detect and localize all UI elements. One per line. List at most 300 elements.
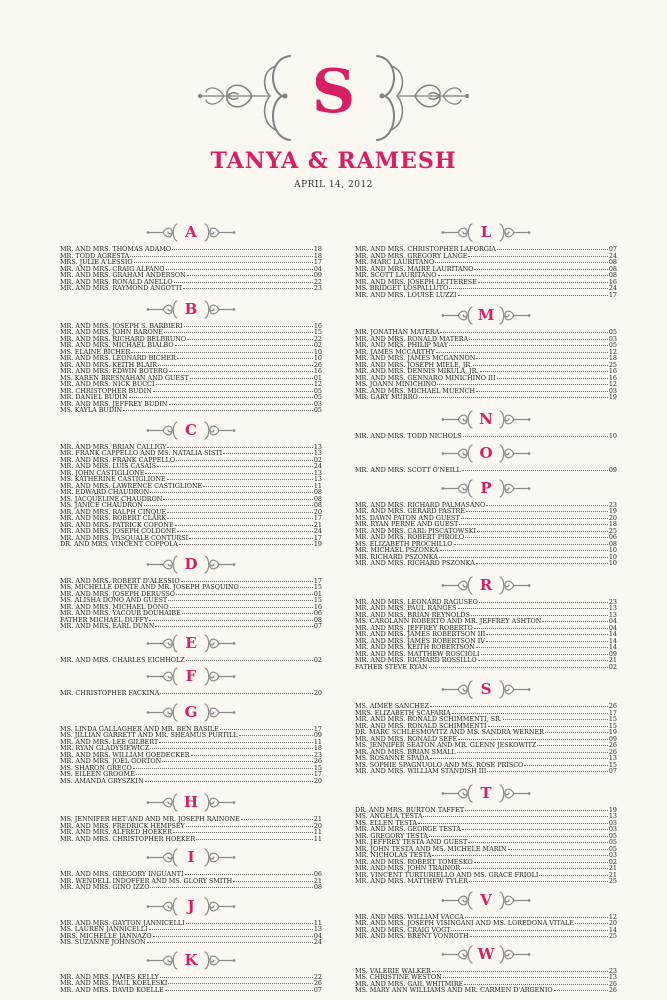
table-number: 02 (608, 662, 617, 671)
section-g (60, 702, 322, 785)
guest-name: MR. MICHAEL PSZONKA (355, 546, 439, 554)
table-number: 23 (608, 500, 617, 509)
guest-name: MR. AND MRS. PAUL KOELESKI (60, 979, 168, 987)
table-number: 22 (313, 334, 322, 343)
guest-name: MR. VINCENT TURTURIELLO AND MS. GRACE FRIOLI (355, 870, 539, 879)
dot-leader (144, 505, 313, 506)
section-header (60, 554, 322, 575)
section-letter: R (479, 575, 493, 594)
section-header (355, 575, 617, 596)
table-number: 05 (608, 341, 617, 349)
dot-leader (168, 983, 312, 984)
dot-leader (190, 378, 313, 379)
guest-name: MR. AND MRS. FRANK CAPPELLO (60, 455, 176, 464)
dot-leader (473, 365, 608, 366)
guest-row (60, 836, 322, 843)
section-header (355, 944, 617, 965)
table-number: 25 (608, 932, 617, 940)
table-number: 26 (608, 747, 617, 756)
guest-row (60, 690, 322, 697)
dot-leader (462, 829, 608, 830)
dot-leader (162, 761, 313, 762)
section-c (60, 420, 322, 548)
table-number: 26 (608, 741, 617, 749)
guest-name: MR. DANIEL BUDIN (60, 393, 128, 401)
guest-name: MR. AND MRS. JOHN BARONE (60, 328, 163, 336)
section-letter: A (185, 223, 197, 241)
dot-leader (432, 855, 608, 856)
guest-name: MS. ALISHA DONO AND GUEST (60, 596, 168, 604)
table-number: 13 (608, 973, 617, 981)
table-number: 16 (313, 321, 322, 330)
table-number: 11 (313, 481, 322, 490)
dot-leader (203, 486, 313, 487)
dot-leader (163, 499, 312, 500)
dot-leader (136, 774, 313, 775)
table-number: 15 (313, 328, 322, 336)
dot-leader (468, 256, 607, 257)
guest-name: MS. CHRISTINE WESTON (355, 973, 442, 981)
guest-name: MRS. MICHELLE JANNAZO (60, 931, 152, 940)
dot-leader (160, 977, 313, 978)
dot-leader (186, 660, 313, 661)
guest-name: MR. AND MRS. WILLIAM GOEDECKER (60, 750, 190, 759)
dot-leader (150, 748, 313, 749)
table-number: 04 (313, 931, 322, 940)
guest-name: MS. BRIDGET LOSPALLUTO (355, 284, 449, 292)
dot-leader (478, 660, 608, 661)
table-number: 14 (608, 925, 617, 934)
table-number: 02 (313, 455, 322, 464)
dot-leader (123, 410, 313, 411)
guest-name: MR. AND MRS. EARL DUNN (60, 622, 155, 630)
guest-name: MR. AND MRS. LAWRENCE CASTIGLIONE (60, 481, 203, 490)
table-number: 16 (608, 373, 617, 382)
guest-name: MRS. ELIZABETH SCAFARIA (355, 708, 451, 717)
dot-leader (458, 739, 608, 740)
table-number: 02 (608, 857, 617, 866)
section-letter: S (480, 680, 492, 698)
section-letter: I (187, 848, 195, 866)
dot-leader (191, 755, 313, 756)
table-number: 25 (608, 360, 617, 369)
section-f (60, 666, 322, 697)
dot-leader (418, 823, 608, 824)
guest-name: MR. AND MRS. BRENT VONROTH (355, 932, 469, 940)
table-number: 13 (313, 475, 322, 483)
guest-name: MR. AND MRS. JAMES ROBERTSON III (355, 630, 486, 638)
table-number: 16 (313, 367, 322, 375)
dot-leader (130, 256, 313, 257)
guest-name: MS. EILEEN GROOME (60, 770, 135, 778)
section-e (60, 633, 322, 664)
section-header (60, 666, 322, 687)
table-number: 17 (608, 708, 617, 717)
guest-name: MR. AND MRS. KEITH ROBERTSON (355, 643, 475, 651)
dot-leader (181, 581, 313, 582)
dot-leader (196, 839, 313, 840)
dot-leader (486, 641, 608, 642)
dot-leader (179, 544, 313, 545)
guest-name: MR. JOHN CASTIGLIONE (60, 468, 145, 477)
dot-leader (149, 620, 313, 621)
dot-leader (459, 524, 608, 525)
dot-leader (438, 275, 608, 276)
dot-leader (185, 874, 313, 875)
guest-name: MR. AND MRS. JOSEPH DERUSSO (60, 589, 175, 598)
guest-name: MR. AND MRS. BRIAN REYNOLDS (355, 610, 470, 619)
table-number: 20 (608, 919, 617, 927)
dot-leader (165, 990, 313, 991)
guest-name: MR. AND MRS. CRAIG VOGT (355, 925, 451, 934)
table-number: 14 (608, 643, 617, 651)
guest-name: MR. AND MRS. JAMES KELLY (60, 972, 159, 981)
table-number: 13 (313, 442, 322, 451)
guest-name: MR. AND MRS. MAIRE LAURITANO (355, 264, 474, 273)
guest-name: MR. AND MRS. RONALD SEFE (355, 734, 458, 743)
guest-row (60, 657, 322, 664)
table-number: 20 (313, 776, 322, 785)
guest-name: MR. AND MRS. ROBERT TOMESKO (355, 857, 473, 866)
section-header (355, 783, 617, 804)
guest-name: MS. ELAINE BICHER (60, 347, 131, 356)
dot-leader (480, 371, 608, 372)
dot-leader (474, 269, 607, 270)
table-number: 09 (313, 731, 322, 739)
event-date: APRIL 14, 2012 (294, 180, 373, 190)
dot-leader (486, 634, 608, 635)
dot-leader (439, 557, 608, 558)
dot-leader (479, 602, 608, 603)
table-number: 06 (313, 609, 322, 617)
dot-leader (186, 923, 313, 924)
guest-name: MR. AND MRS. JOSEPH S. BARBIERI (60, 321, 183, 330)
guest-name: MR. AND MRS. JOSEPH COLDONE (60, 527, 177, 535)
table-number: 20 (608, 513, 617, 522)
table-number: 26 (608, 986, 617, 994)
table-number: 23 (313, 750, 322, 759)
dot-leader (160, 693, 312, 694)
table-number: 05 (313, 386, 322, 395)
table-number: 05 (313, 393, 322, 401)
dot-leader (240, 587, 313, 588)
dot-leader (437, 384, 607, 385)
guest-name: MR. JONATHAN MATERA (355, 328, 440, 336)
table-number: 13 (608, 610, 617, 619)
guest-name: MS. JANICE CHAUDRON (60, 501, 143, 509)
table-number: 05 (313, 406, 322, 414)
section-letter: K (184, 950, 198, 969)
dot-leader (537, 745, 608, 746)
table-number: 25 (608, 526, 617, 535)
couple-names: TANYA & RAMESH (210, 148, 457, 174)
guest-row (60, 285, 322, 292)
guest-name: MS. KATHERINE CASTIGLIONE (60, 475, 166, 483)
dot-leader (167, 479, 313, 480)
guest-name: MR. AND MRS. RICHARD PSZONKA (355, 559, 475, 567)
guest-name: MR. AND MRS. LEONARD RAGUSEO (355, 597, 478, 606)
table-number: 20 (313, 689, 322, 697)
guest-name: MR. AND MRS. YACOUB DOUHAIBE (60, 609, 181, 617)
guest-name: MR. AND MRS. PASQUALE CONTURSI (60, 533, 189, 542)
guest-name: MR. CHRISTOPHER FACKINA (60, 689, 160, 697)
table-number: 23 (608, 966, 617, 975)
guest-name: FATHER STEVE RYAN (355, 662, 428, 671)
table-number: 18 (313, 245, 322, 253)
table-number: 19 (313, 540, 322, 548)
section-letter: E (185, 633, 197, 652)
guest-name: MR. AND MRS. GREGORY INGUANTI (60, 870, 184, 878)
dot-leader (158, 365, 313, 366)
guest-name: DR. MARC SCHLESMOVITZ AND MS. SANDRA WERNER (355, 728, 544, 736)
table-number: 15 (313, 596, 322, 604)
table-number: 20 (313, 821, 322, 830)
dot-leader (134, 262, 313, 263)
guest-name: MS. SHARON GRECO (60, 763, 132, 772)
table-number: 26 (313, 757, 322, 765)
guest-name: MR. AND MRS. MICHAEL BIALBO (60, 341, 174, 349)
guest-name: MR. AND MRS. JOSEPH VISINGANI AND MS. LOREDONA VITALE (355, 919, 574, 927)
table-number: 18 (608, 520, 617, 528)
dot-leader (458, 608, 608, 609)
section-j (60, 896, 322, 946)
guest-name: MS. LAUREN JANNICELLI (60, 925, 148, 933)
table-number: 23 (313, 284, 322, 292)
dot-leader (477, 531, 608, 532)
dot-leader (168, 600, 313, 601)
section-header (355, 478, 617, 499)
dot-leader (156, 384, 313, 385)
dot-leader (131, 352, 313, 353)
table-number: 09 (608, 734, 617, 743)
dot-leader (474, 862, 608, 863)
table-number: 09 (608, 466, 617, 474)
guest-name: MR. AND MRS. RALPH CINQUE (60, 507, 167, 516)
dot-leader (147, 942, 313, 943)
table-number: 03 (608, 825, 617, 833)
guest-name: MR. AND MRS. FREDRICK HEMPSEY (60, 821, 185, 830)
section-l (355, 222, 617, 298)
table-number: 12 (608, 380, 617, 388)
guest-name: MR. AND MRS. WILLIAM STANDISH III (355, 767, 487, 775)
table-number: 13 (313, 468, 322, 477)
guest-name: MR. RYAN PERNE AND GUEST (355, 520, 459, 528)
section-letter: T (480, 783, 492, 802)
table-number: 10 (608, 431, 617, 440)
section-a (60, 222, 322, 292)
section-letter: H (183, 793, 199, 811)
guest-row (60, 987, 322, 994)
dot-leader (463, 436, 608, 437)
section-letter: C (185, 420, 197, 439)
section-t (355, 783, 617, 885)
guest-name: MS. JACQUELINE CHAUDRON (60, 494, 163, 503)
table-number: 12 (608, 912, 617, 921)
table-number: 24 (608, 251, 617, 260)
dot-leader (429, 667, 608, 668)
guest-name: MR. GREGORY TESTA (355, 831, 429, 840)
dot-leader (481, 654, 608, 655)
table-number: 03 (608, 386, 617, 395)
guest-name: MR. AND MRS. BRIAN CALLIGY (60, 442, 167, 451)
dot-leader (476, 391, 608, 392)
dot-leader (167, 447, 313, 448)
dot-leader (419, 397, 608, 398)
dot-leader (554, 990, 608, 991)
dot-leader (159, 742, 313, 743)
guest-row (60, 407, 322, 414)
guest-row (60, 778, 322, 785)
section-header (355, 222, 617, 243)
dot-leader (182, 613, 313, 614)
section-letter: B (184, 299, 198, 318)
table-number: 20 (313, 507, 322, 516)
table-number: 26 (313, 360, 322, 369)
dot-leader (432, 971, 608, 972)
guest-row (60, 939, 322, 946)
table-number: 08 (608, 271, 617, 279)
dot-leader (173, 832, 313, 833)
guest-name: MS. ELLEN TESTA (355, 818, 418, 827)
guest-name: MS. ANGELA TESTA (355, 812, 423, 820)
dot-leader (177, 358, 313, 359)
table-number: 23 (608, 597, 617, 606)
dot-leader (486, 505, 608, 506)
dot-leader (469, 339, 608, 340)
dot-leader (176, 594, 313, 595)
table-number: 14 (608, 636, 617, 645)
guest-name: MS. JENNIFER SEATON AND MR. GLENN JESKOWITZ (355, 741, 537, 749)
dot-leader (476, 647, 608, 648)
guest-name: MS. ROSANNE SPADA (355, 754, 430, 762)
section-header (60, 792, 322, 813)
table-number: 03 (313, 399, 322, 408)
table-number: 05 (608, 838, 617, 846)
section-p (355, 478, 617, 567)
guest-name: MR. AND MRS. SCOTT O'NEILL (355, 466, 461, 474)
section-header (355, 409, 617, 430)
monogram (190, 48, 477, 148)
table-number: 17 (313, 514, 322, 522)
table-number: 09 (313, 271, 322, 279)
table-number: 24 (313, 462, 322, 470)
dot-leader (465, 810, 608, 811)
guest-row (355, 664, 617, 671)
guest-name: MR. AND MRS. RICHARD BELBRUNO (60, 334, 187, 343)
dot-leader (170, 607, 313, 608)
guest-name: MR. AND MRS. ROBERT PIROLO (355, 533, 465, 541)
table-number: 18 (608, 354, 617, 362)
dot-leader (449, 288, 608, 289)
table-number: 12 (313, 380, 322, 388)
section-letter: W (477, 944, 495, 963)
dot-leader (497, 378, 608, 379)
dot-leader (465, 917, 608, 918)
dot-leader (440, 332, 608, 333)
guest-name: MR. RICHARD PSZONKA (355, 552, 438, 561)
dot-leader (471, 615, 608, 616)
guest-name: MR. AND MRS. JEFFREY ROBERTO (355, 623, 473, 632)
dot-leader (524, 765, 607, 766)
dot-leader (150, 492, 313, 493)
dot-leader (157, 466, 313, 467)
guest-name: MR. AND MRS. EDWIN BOTERO (60, 367, 168, 375)
table-number: 24 (608, 284, 617, 292)
guest-name: MR. AND MRS. LEONARD BICHER (60, 354, 176, 362)
section-letter: F (185, 667, 197, 685)
dot-leader (177, 531, 313, 532)
guest-name: MR. AND MRS. CRAIG ALFANO (60, 264, 165, 273)
table-number: 09 (608, 649, 617, 658)
table-number: 13 (313, 449, 322, 457)
dot-leader (223, 453, 313, 454)
guest-name: MR. AND MRS. RONALD ANELLO (60, 277, 173, 286)
guest-name: MR. AND MRS. MATTHEW ROSCIOLI (355, 649, 480, 658)
table-number: 10 (313, 354, 322, 362)
guest-name: MR. AND MRS. MICHAEL DONO (60, 602, 169, 611)
section-letter: P (480, 478, 492, 497)
table-number: 13 (608, 604, 617, 612)
guest-name: DR. AND MRS. VINCENT COPPOLA (60, 540, 178, 548)
guest-name: MR. AND MRS. CHRISTOPHER HOEKER (60, 834, 196, 843)
guest-name: MR. FRANK CAPPELLO AND MS. NATALIA SISTI (60, 449, 223, 457)
guest-name: MR. AND MRS. RONALD MATERA (355, 334, 469, 343)
table-number: 11 (313, 918, 322, 927)
table-number: 08 (313, 883, 322, 891)
guest-name: MR. AND MRS. DENNIS MIKULA, JR. (355, 367, 479, 375)
guest-name: MR. AND MRS. ALFRED HOEKER (60, 828, 173, 836)
dot-leader (476, 358, 608, 359)
guest-name: MR. AND MRS. JOEL GORTON (60, 757, 162, 765)
dot-leader (575, 923, 608, 924)
dot-leader (508, 849, 608, 850)
guest-name: MR. AND MRS. JAMES MCGANNON (355, 354, 476, 362)
guest-row (60, 623, 322, 630)
section-letter: J (187, 896, 195, 915)
guest-name: MR. AND MRS. GINO IZZO (60, 883, 150, 891)
dot-leader (462, 470, 608, 471)
section-header (355, 679, 617, 700)
guest-row (355, 292, 617, 299)
table-number: 10 (608, 552, 617, 561)
guest-name: MR. AND MRS. LUIS CASAIS (60, 462, 156, 470)
table-number: 10 (608, 559, 617, 567)
guest-name: MR. AND MRS. JOSEPH MIELE, JR. (355, 360, 473, 369)
dot-leader (169, 404, 313, 405)
dot-leader (175, 345, 313, 346)
dot-leader (440, 550, 608, 551)
section-header (355, 443, 617, 464)
dot-leader (464, 984, 608, 985)
table-number: 13 (608, 812, 617, 820)
section-letter: G (184, 702, 198, 721)
guest-name: MR. AND MRS. LOUISE LUZZI (355, 290, 457, 299)
table-number: 08 (313, 501, 322, 509)
section-header (60, 702, 322, 723)
table-number: 10 (608, 546, 617, 554)
table-number: 07 (608, 245, 617, 253)
guest-name: MS. MARY ANN WILLIAMS AND MR. CARMEN D'ARGENIO (355, 986, 553, 994)
dot-leader (184, 326, 313, 327)
dot-leader (497, 249, 608, 250)
section-w (355, 944, 617, 994)
dot-leader (469, 881, 608, 882)
guest-name: MR. AND MRS. TODD NICHOLS (355, 431, 462, 440)
guest-name: MR. AND MRS. RICHARD ROSSILLO (355, 656, 477, 664)
table-number: 05 (608, 831, 617, 840)
guest-name: MS. SOPHIE SPAGNUOLO AND MS. ROSE PRISCO (355, 760, 524, 769)
section-h (60, 792, 322, 842)
